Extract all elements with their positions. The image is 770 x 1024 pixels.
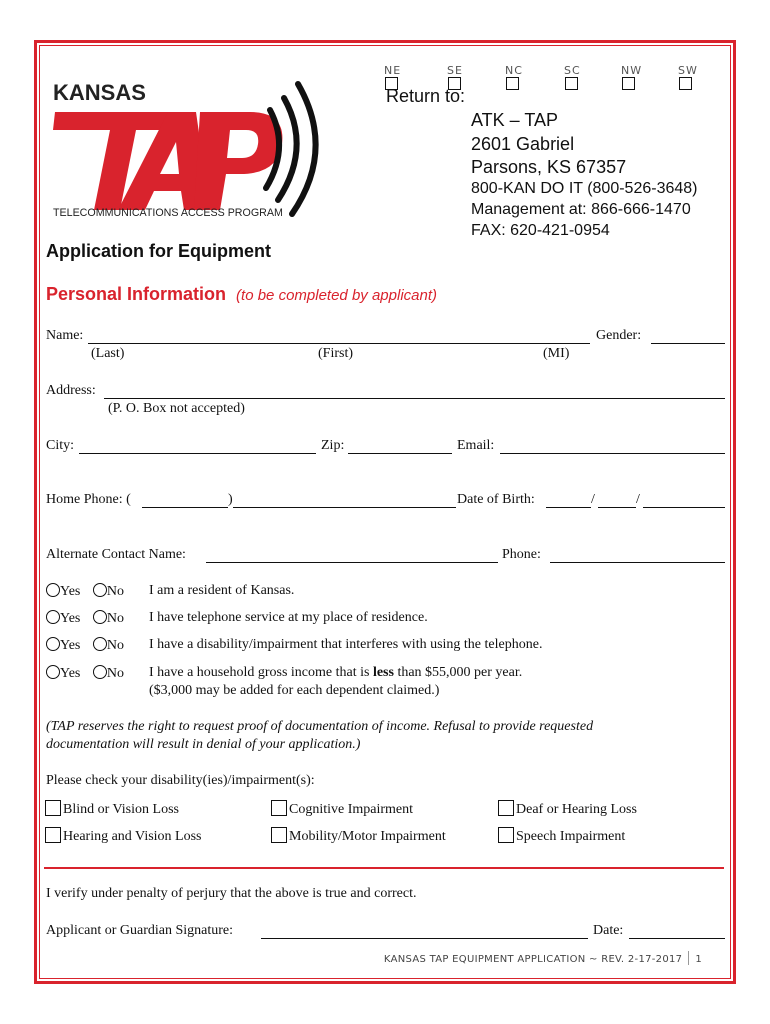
yes-radio[interactable] [46,637,60,651]
dob-label: Date of Birth: [457,492,535,507]
disability-prompt: Please check your disability(ies)/impairment(s): [46,773,315,788]
home-phone-label: Home Phone: ( [46,492,131,507]
home-phone-paren: ) [228,492,233,507]
income-notice-line1: (TAP reserves the right to request proof of documentation of income. Refusal to provide requested [46,719,594,734]
logo-program-text: TELECOMMUNICATIONS ACCESS PROGRAM [53,207,283,219]
logo-kansas-text: KANSAS [53,80,146,105]
region-nw[interactable]: NW [621,64,642,91]
return-to-label: Return to: [386,86,466,106]
question-residency: I am a resident of Kansas. [149,583,295,598]
question-row-telephone: Yes No [46,610,124,627]
region-se[interactable]: SE [447,64,463,91]
name-field[interactable] [88,343,590,344]
question-telephone: I have telephone service at my place of residence. [149,610,428,625]
question-income-note: ($3,000 may be added for each dependent claimed.) [149,683,440,698]
region-checkbox[interactable] [565,77,578,90]
gender-field[interactable] [651,343,725,344]
first-name-caption: (First) [318,346,353,361]
dob-separator: / [591,492,595,507]
email-label: Email: [457,438,495,453]
yes-radio[interactable] [46,665,60,679]
checkbox-box[interactable] [498,800,514,816]
alt-contact-label: Alternate Contact Name: [46,547,186,562]
checkbox-box[interactable] [45,827,61,843]
no-radio[interactable] [93,610,107,624]
region-sc[interactable]: SC [564,64,581,91]
yes-radio[interactable] [46,583,60,597]
date-label: Date: [593,923,624,938]
section-divider [44,867,724,869]
dob-year-field[interactable] [643,507,725,508]
personal-info-subheading: (to be completed by applicant) [236,287,437,304]
gender-label: Gender: [596,328,642,343]
no-radio[interactable] [93,637,107,651]
signature-field[interactable] [261,938,588,939]
checkbox-speech[interactable]: Speech Impairment [497,827,625,845]
footer-divider [688,951,689,965]
checkbox-box[interactable] [45,800,61,816]
region-checkbox[interactable] [506,77,519,90]
checkbox-hearing-vision[interactable]: Hearing and Vision Loss [44,827,202,845]
region-checkbox[interactable] [622,77,635,90]
yes-radio[interactable] [46,610,60,624]
question-disability: I have a disability/impairment that interferes with using the telephone. [149,637,543,652]
checkbox-cognitive[interactable]: Cognitive Impairment [270,800,413,818]
return-management: Management at: 866-666-1470 [471,201,691,218]
po-box-note: (P. O. Box not accepted) [108,401,245,416]
footer-text: KANSAS TAP EQUIPMENT APPLICATION ~ REV. 2-17-2017 [383,954,683,965]
return-city: Parsons, KS 67357 [471,157,627,177]
footer [384,951,702,965]
verify-statement: I verify under penalty of perjury that the above is true and correct. [46,886,417,901]
region-checkbox[interactable] [679,77,692,90]
alt-contact-field[interactable] [206,562,498,563]
return-phone: 800-KAN DO IT (800-526-3648) [471,180,698,197]
middle-initial-caption: (MI) [543,346,570,361]
zip-label: Zip: [321,438,345,453]
home-phone-field[interactable] [233,507,456,508]
city-label: City: [46,438,75,453]
region-nc[interactable]: NC [505,64,523,91]
address-label: Address: [46,383,96,398]
personal-info-heading: Personal Information (to be completed by applicant) [46,284,437,304]
zip-field[interactable] [348,453,452,454]
dob-month-field[interactable] [546,507,591,508]
checkbox-deaf[interactable]: Deaf or Hearing Loss [497,800,637,818]
question-row-residency: Yes No [46,583,124,600]
no-radio[interactable] [93,665,107,679]
region-ne[interactable]: NE [384,64,401,91]
signature-label: Applicant or Guardian Signature: [46,923,234,938]
return-street: 2601 Gabriel [471,134,575,154]
return-org: ATK – TAP [471,110,559,130]
home-phone-area-code-field[interactable] [142,507,228,508]
question-row-disability: Yes No [46,637,124,654]
alt-phone-field[interactable] [550,562,725,563]
email-field[interactable] [500,453,725,454]
income-notice-line2: documentation will result in denial of your application.) [46,737,361,752]
dob-separator: / [636,492,640,507]
date-field[interactable] [629,938,725,939]
page-number: 1 [695,954,702,965]
page-title: Application for Equipment [46,241,271,261]
address-field[interactable] [104,398,725,399]
alt-phone-label: Phone: [502,547,541,562]
question-row-income: Yes No [46,665,124,682]
checkbox-box[interactable] [271,827,287,843]
dob-day-field[interactable] [598,507,636,508]
city-field[interactable] [79,453,316,454]
name-label: Name: [46,328,84,343]
checkbox-box[interactable] [271,800,287,816]
return-fax: FAX: 620-421-0954 [471,222,610,239]
checkbox-mobility[interactable]: Mobility/Motor Impairment [270,827,446,845]
last-name-caption: (Last) [91,346,125,361]
question-income: I have a household gross income that is less than $55,000 per year. [149,665,523,680]
no-radio[interactable] [93,583,107,597]
checkbox-box[interactable] [498,827,514,843]
checkbox-blind[interactable]: Blind or Vision Loss [44,800,179,818]
region-sw[interactable]: SW [678,64,698,91]
